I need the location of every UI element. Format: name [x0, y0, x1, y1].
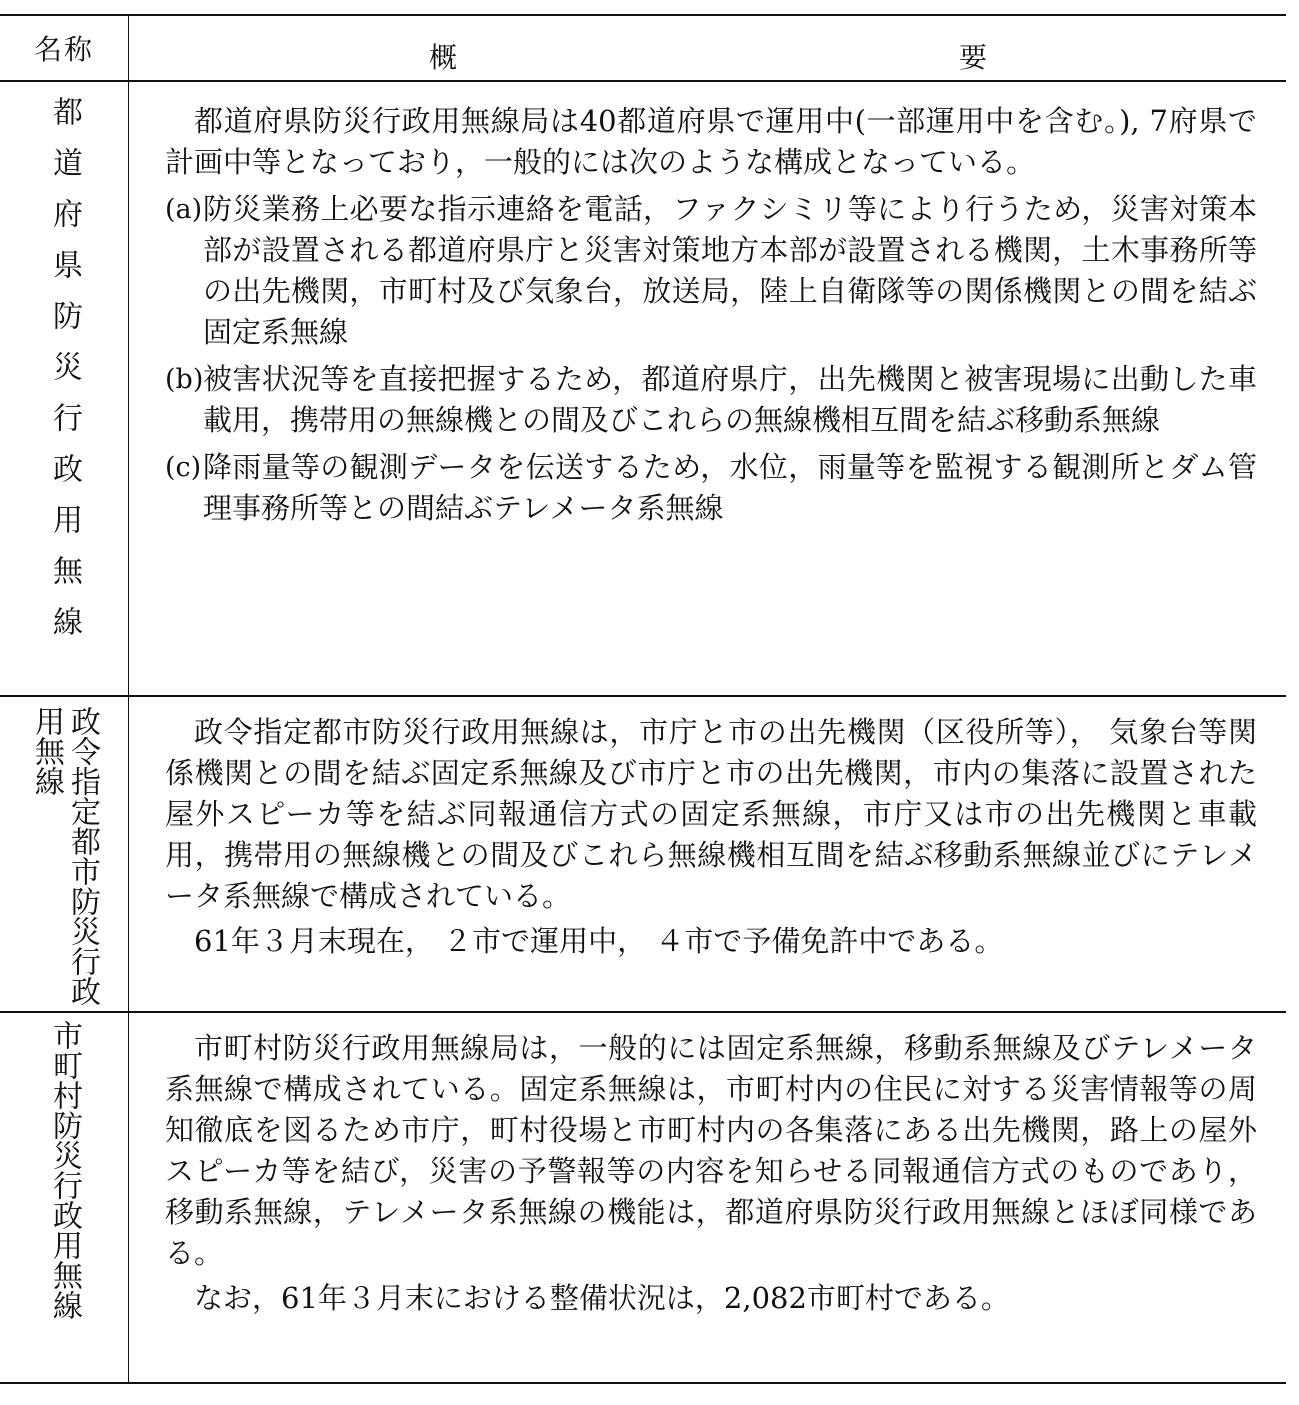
item-marker: (c) [165, 452, 202, 483]
header-summary-cell [129, 16, 1286, 80]
header-summary-label-1: 概 [429, 41, 458, 74]
row-1-summary-cell [165, 101, 1257, 529]
row-2-paragraph-1: 政令指定都市防災行政用無線は，市庁と市の出先機関（区役所等）， 気象台等関係機関との間を結ぶ固定系無線及び市庁と市の出先機関，市内の集落に設置された屋外スピーカ等を結ぶ同報通信方式の固定系無線，市庁又は市の出先機関と車載用，携帯用の無線機との間及びこれら無線機相互間を結ぶ移動系無線並びにテレメータ系無線で構成されている。 [165, 715, 1257, 913]
header-name-cell [0, 16, 128, 80]
item-text: 降雨量等の観測データを伝送するため，水位，雨量等を監視する観測所とダム管理事務所等との間結ぶテレメータ系無線 [203, 450, 1257, 525]
row-3-paragraph-2: なお，61年３月末における整備状況は，2,082市町村である。 [194, 1281, 1010, 1315]
row-2-summary-cell [165, 712, 1257, 962]
column-divider [128, 15, 129, 1383]
row-1-name: 都道府県防災行政用無線 [47, 96, 82, 657]
row-1-item-a [165, 189, 1257, 353]
item-marker: (a) [165, 194, 203, 225]
row-2-paragraph-2: 61年３月末現在， ２市で運用中， ４市で予備免許中である。 [194, 924, 1004, 958]
table-bottom-rule [0, 1382, 1286, 1384]
row-3-paragraph-1: 市町村防災行政用無線局は，一般的には固定系無線，移動系無線及びテレメータ系無線で構成されている。固定系無線は，市町村内の住民に対する災害情報等の周知徹底を図るため市庁，町村役場と市町村内の各集落にある出先機関，路上の屋外スピーカ等を結び，災害の予警報等の内容を知らせる同報通信方式のものであり，移動系無線，テレメータ系無線の機能は，都道府県防災行政用無線とほぼ同様である。 [165, 1031, 1257, 1270]
item-marker: (b) [165, 364, 204, 395]
item-text: 防災業務上必要な指示連絡を電話，ファクシミリ等により行うため，災害対策本部が設置される都道府県庁と災害対策地方本部が設置される機関，土木事務所等の出先機関，市町村及び気象台，放送局，陸上自衛隊等の関係機関との間を結ぶ固定系無線 [203, 192, 1257, 349]
row-2-name-cell [0, 706, 128, 1006]
header-name-label: 名称 [33, 33, 94, 66]
row-3-name-cell [0, 1020, 128, 1380]
row-1-name-cell [0, 96, 128, 696]
row-1-item-b [165, 359, 1257, 441]
row-1-paragraph: 都道府県防災行政用無線局は40都道府県で運用中(一部運用中を含む。), 7府県で計画中等となっており，一般的には次のような構成となっている。 [165, 104, 1257, 179]
row-2-name: 政令指定都市防災行政用無線 [29, 706, 100, 1006]
row-3-summary-cell [165, 1028, 1257, 1319]
header-summary-label-2: 要 [959, 41, 988, 74]
row-3-name: 市町村防災行政用無線 [47, 1020, 82, 1320]
item-text: 被害状況等を直接把握するため，都道府県庁，出先機関と被害現場に出動した車載用，携帯用の無線機との間及びこれらの無線機相互間を結ぶ移動系無線 [203, 362, 1257, 437]
row-divider-1 [0, 695, 1286, 697]
table-header-rule [0, 80, 1286, 82]
row-1-item-c [165, 447, 1257, 529]
row-divider-2 [0, 1011, 1286, 1013]
